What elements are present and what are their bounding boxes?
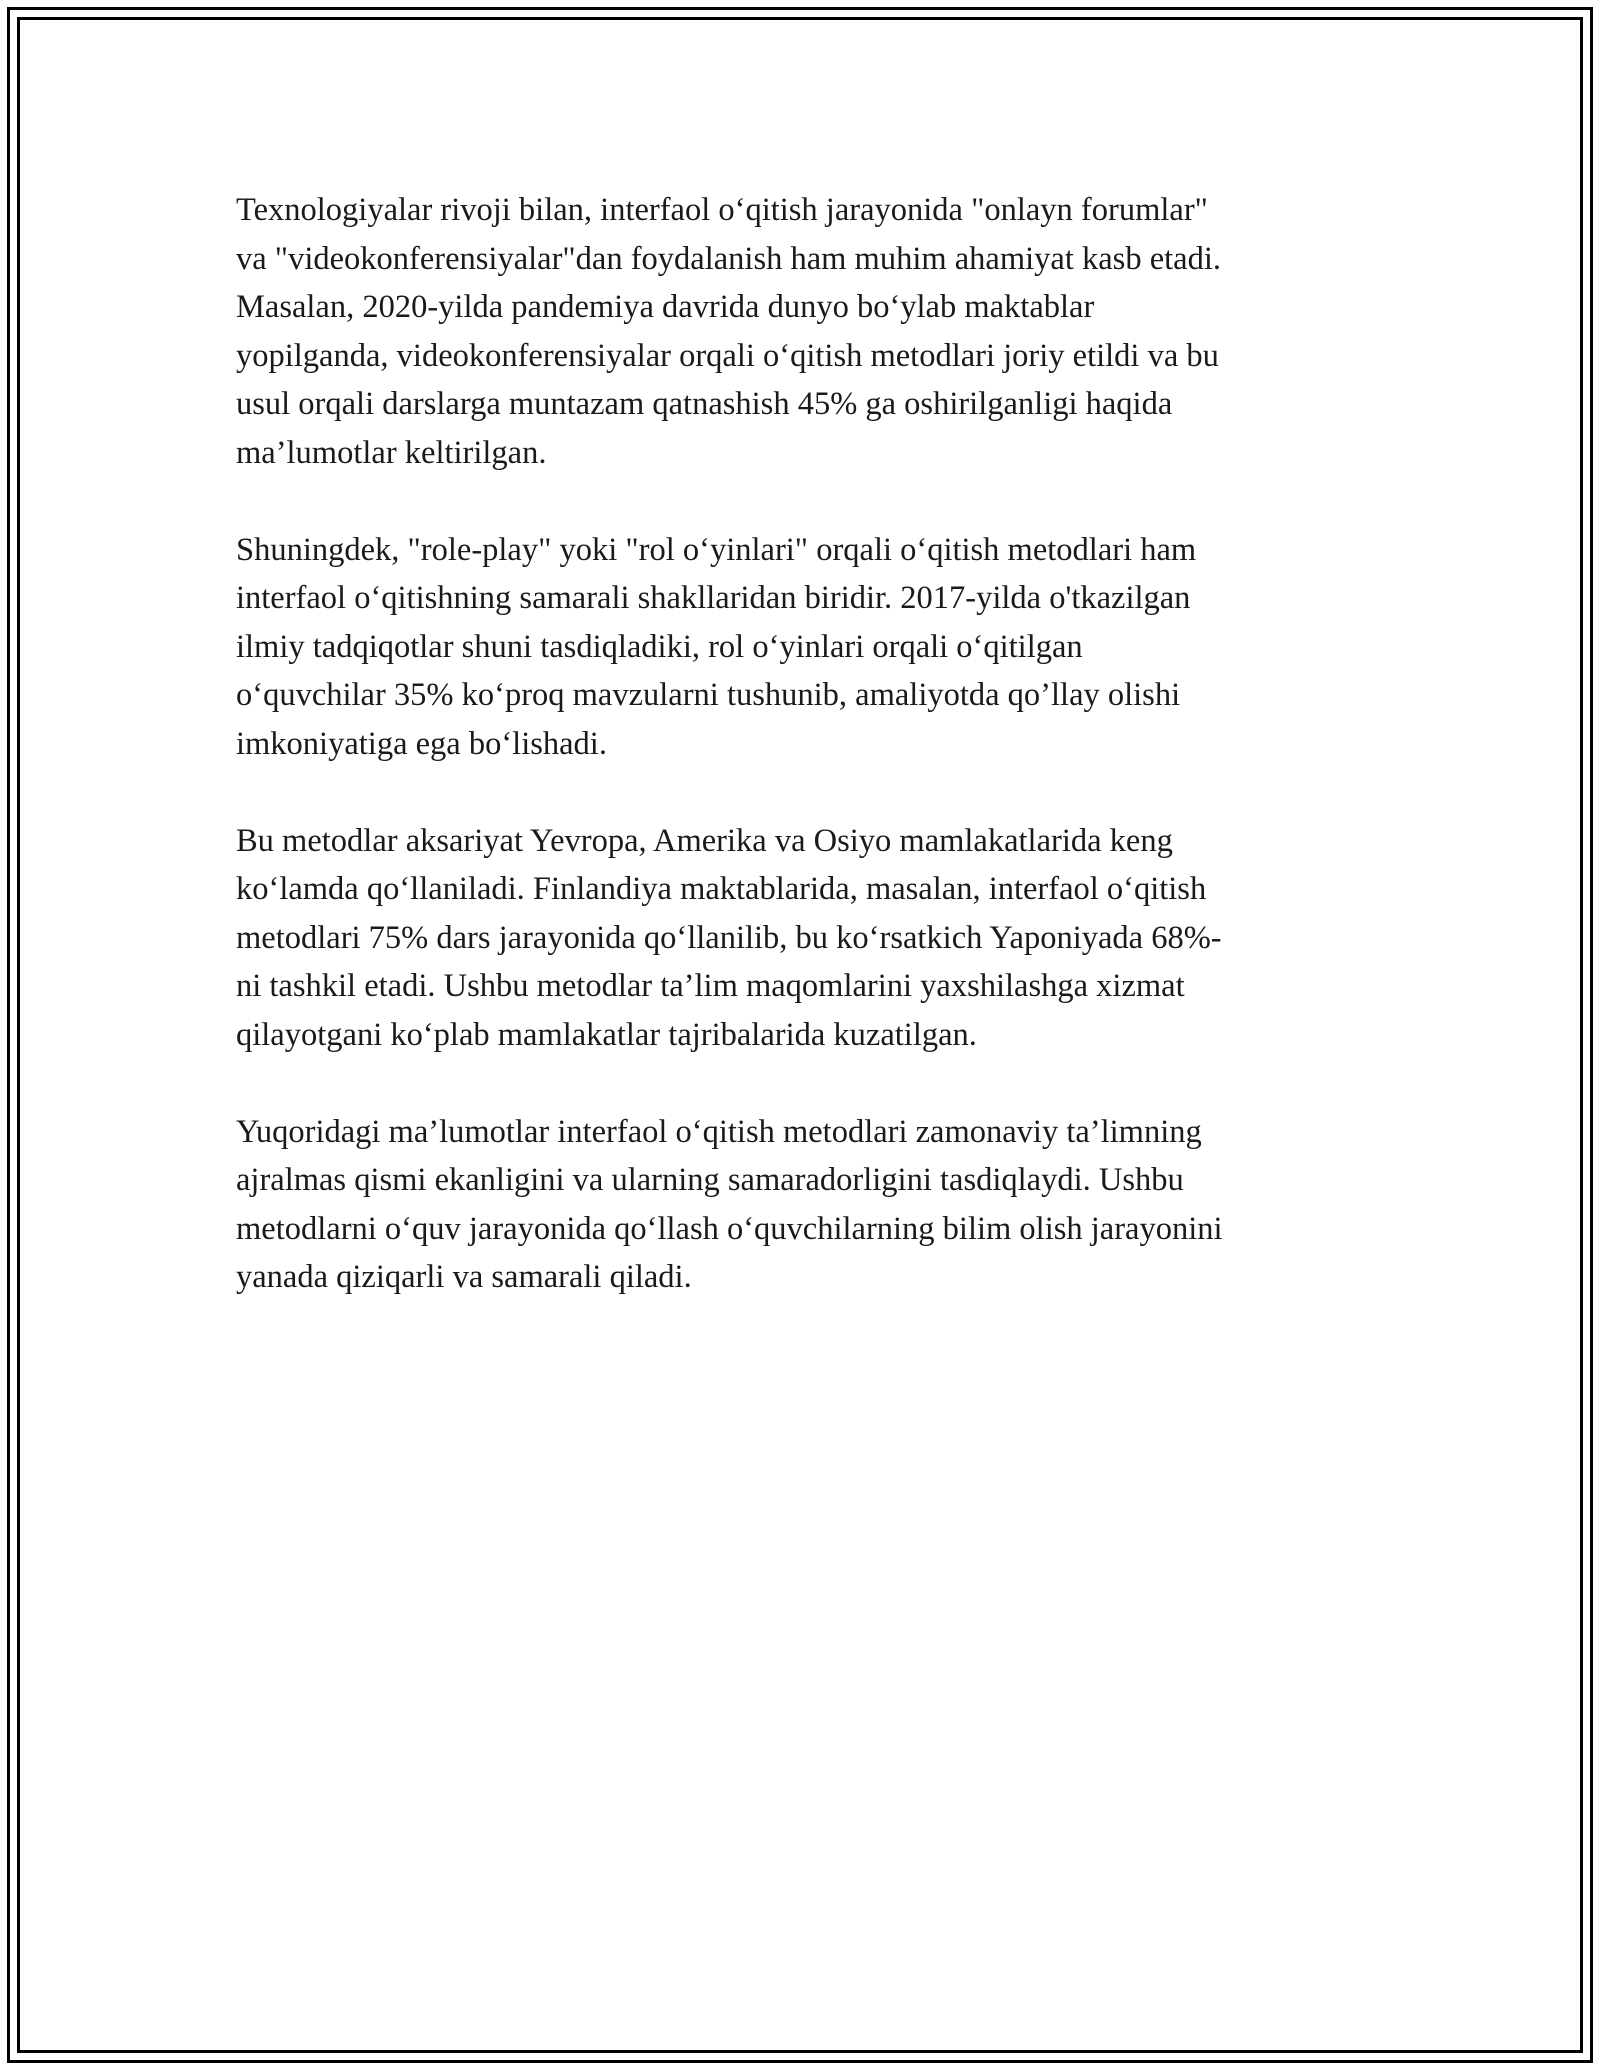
text-line: metodlarni o‘quv jarayonida qo‘llash o‘quvchilarning bilim olish jarayonini xyxy=(236,1210,1223,1247)
text-line: ma’lumotlar keltirilgan. xyxy=(236,434,547,471)
paragraph-4 xyxy=(236,1108,1361,1302)
paragraph-3 xyxy=(236,817,1361,1060)
text-line: ilmiy tadqiqotlar shuni tasdiqladiki, rol o‘yinlari orqali o‘qitilgan xyxy=(236,628,1083,665)
text-line: interfaol o‘qitishning samarali shakllaridan biridir. 2017-yilda o'tkazilgan xyxy=(236,580,1191,616)
text-line: imkoniyatiga ega bo‘lishadi. xyxy=(236,725,607,762)
text-line: va "videokonferensiyalar"dan foydalanish ham muhim ahamiyat kasb etadi. xyxy=(236,240,1221,277)
text-line: qilayotgani ko‘plab mamlakatlar tajribalarida kuzatilgan. xyxy=(236,1016,977,1053)
paragraph-1 xyxy=(236,186,1361,477)
text-line: ni tashkil etadi. Ushbu metodlar ta’lim maqomlarini yaxshilashga xizmat xyxy=(236,968,1185,1004)
text-line: ko‘lamda qo‘llaniladi. Finlandiya maktablarida, masalan, interfaol o‘qitish xyxy=(236,871,1207,907)
text-line: Yuqoridagi ma’lumotlar interfaol o‘qitish metodlari zamonaviy ta’limning xyxy=(236,1113,1202,1150)
text-line: Texnologiyalar rivoji bilan, interfaol o‘qitish jarayonida "onlayn forumlar" xyxy=(236,192,1208,228)
text-line: ajralmas qismi ekanligini va ularning samaradorligini tasdiqlaydi. Ushbu xyxy=(236,1162,1184,1198)
text-line: metodlari 75% dars jarayonida qo‘llanilib, bu ko‘rsatkich Yaponiyada 68%- xyxy=(236,919,1222,956)
text-line: Bu metodlar aksariyat Yevropa, Amerika va Osiyo mamlakatlarida keng xyxy=(236,822,1173,859)
text-line: Shuningdek, "role-play" yoki "rol o‘yinlari" orqali o‘qitish metodlari ham xyxy=(236,531,1197,568)
paragraph-2 xyxy=(236,526,1361,769)
text-line: Masalan, 2020-yilda pandemiya davrida dunyo bo‘ylab maktablar xyxy=(236,289,1095,325)
text-line: yopilganda, videokonferensiyalar orqali o‘qitish metodlari joriy etildi va bu xyxy=(236,337,1219,374)
document-body xyxy=(236,186,1361,1350)
text-line: o‘quvchilar 35% ko‘proq mavzularni tushunib, amaliyotda qo’llay olishi xyxy=(236,677,1181,713)
text-line: usul orqali darslarga muntazam qatnashish 45% ga oshirilganligi haqida xyxy=(236,386,1173,422)
text-line: yanada qiziqarli va samarali qiladi. xyxy=(236,1259,692,1295)
